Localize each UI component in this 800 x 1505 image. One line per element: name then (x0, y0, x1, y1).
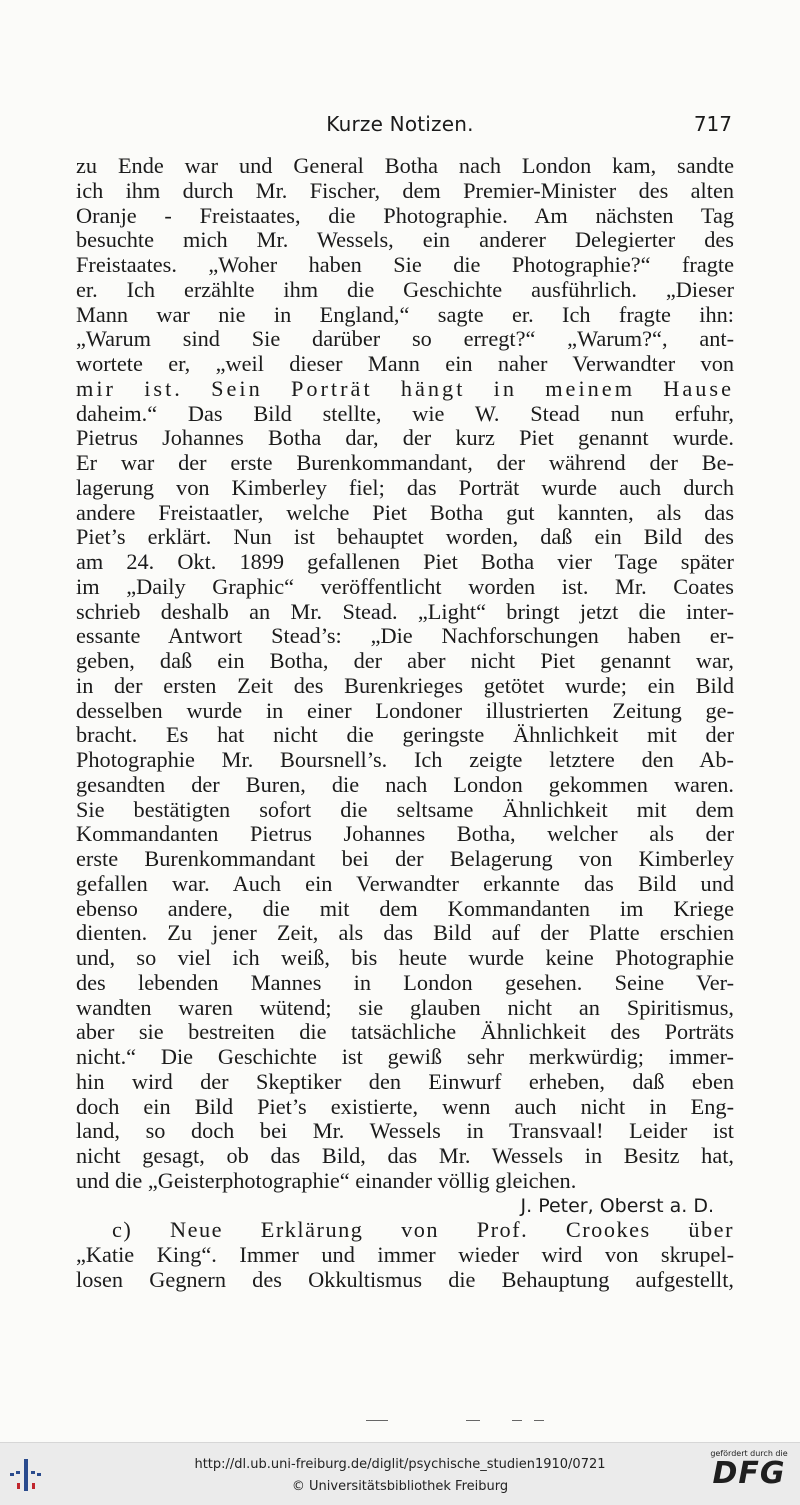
text-line: ebenso andere, die mit dem Kommandanten im Kriege (76, 896, 734, 921)
text-line: mir ist. Sein Porträt hängt in meinem Hause (76, 376, 734, 401)
text-line: und, so viel ich weiß, bis heute wurde keine Photographie (76, 946, 734, 970)
text-line: erste Burenkommandant bei der Belagerung von Kimberley (76, 847, 734, 871)
text-line: schrieb deshalb an Mr. Stead. „Light“ bringt jetzt die inter- (76, 599, 734, 624)
viewer-footer (0, 1442, 800, 1505)
text-line: des lebenden Mannes in London gesehen. Seine Ver- (76, 970, 734, 995)
text-line: besuchte mich Mr. Wessels, ein anderer Delegierter des (76, 228, 734, 253)
text-line: gefallen war. Auch ein Verwandter erkannte das Bild und (76, 871, 734, 896)
text-line: doch ein Bild Piet’s existierte, wenn auch nicht in Eng- (76, 1094, 734, 1119)
text-line: Piet’s erklärt. Nun ist behauptet worden, daß ein Bild des (76, 525, 734, 550)
text-line: gesandten der Buren, die nach London gekommen waren. (76, 772, 734, 797)
text-line: am 24. Okt. 1899 gefallenen Piet Botha vier Tage später (76, 550, 734, 574)
body-text (76, 154, 734, 1293)
text-line: er. Ich erzählte ihm die Geschichte ausführlich. „Dieser (76, 277, 734, 302)
text-line: lagerung von Kimberley fiel; das Porträt wurde auch durch (76, 475, 734, 500)
dfg-caption: gefördert durch die (710, 1449, 788, 1458)
signature: J. Peter, Oberst a. D. (520, 1194, 714, 1217)
text-line: Er war der erste Burenkommandant, der während der Be- (76, 451, 734, 475)
text-line: losen Gegnern des Okkultismus die Behauptung aufgestellt, (76, 1267, 734, 1292)
text-line: Freistaates. „Woher haben Sie die Photographie?“ fragte (76, 253, 734, 277)
text-line: wandten waren wütend; sie glauben nicht an Spiritismus, (76, 995, 734, 1020)
text-line: Pietrus Johannes Botha dar, der kurz Piet genannt wurde. (76, 426, 734, 451)
running-head-title: Kurze Notizen. (326, 112, 474, 136)
text-line: bracht. Es hat nicht die geringste Ähnlichkeit mit der (76, 723, 734, 748)
text-line: nicht gesagt, ob das Bild, das Mr. Wessels in Besitz hat, (76, 1144, 734, 1168)
section-heading-line: c) Neue Erklärung von Prof. Crookes über (112, 1218, 734, 1243)
dfg-funding-logo[interactable] (706, 1449, 792, 1490)
text-line: hin wird der Skeptiker den Einwurf erheben, daß eben (76, 1069, 734, 1094)
text-line: in der ersten Zeit des Burenkrieges getötet wurde; ein Bild (76, 673, 734, 698)
text-line: Oranje - Freistaates, die Photographie. Am nächsten Tag (76, 203, 734, 228)
text-line: geben, daß ein Botha, der aber nicht Piet genannt war, (76, 649, 734, 673)
bottom-rule-marks (0, 1416, 800, 1426)
text-line: „Warum sind Sie darüber so erregt?“ „Warum?“, ant- (76, 327, 734, 352)
dfg-logo-text: DFG (712, 1456, 786, 1491)
text-line: dienten. Zu jener Zeit, als das Bild auf der Platte erschien (76, 921, 734, 946)
page-number: 717 (693, 112, 732, 136)
text-line: aber sie bestreiten die tatsächliche Ähnlichkeit des Porträts (76, 1020, 734, 1045)
text-line: „Katie King“. Immer und immer wieder wird von skrupel- (76, 1243, 734, 1267)
text-line: zu Ende war und General Botha nach London kam, sandte (76, 154, 734, 178)
text-line: Sie bestätigten sofort die seltsame Ähnlichkeit mit dem (76, 797, 734, 822)
text-line: Kommandanten Pietrus Johannes Botha, welcher als der (76, 822, 734, 847)
text-line: land, so doch bei Mr. Wessels in Transvaal! Leider ist (76, 1119, 734, 1144)
text-line: desselben wurde in einer Londoner illustrierten Zeitung ge- (76, 698, 734, 723)
text-line: wortete er, „weil dieser Mann ein naher Verwandter von (76, 352, 734, 376)
text-line: im „Daily Graphic“ veröffentlicht worden ist. Mr. Coates (76, 574, 734, 599)
text-line: und die „Geisterphotographie“ einander völlig gleichen. (76, 1168, 577, 1193)
text-line: andere Freistaatler, welche Piet Botha gut kannten, als das (76, 500, 734, 525)
text-line: essante Antwort Stead’s: „Die Nachforschungen haben er- (76, 624, 734, 649)
text-line: Mann war nie in England,“ sagte er. Ich fragte ihn: (76, 302, 734, 327)
text-line: nicht.“ Die Geschichte ist gewiß sehr merkwürdig; immer- (76, 1045, 734, 1069)
text-line: ich ihm durch Mr. Fischer, dem Premier-Minister des alten (76, 178, 734, 203)
copyright-notice: © Universitätsbibliothek Freiburg (291, 1479, 509, 1494)
permalink-url[interactable]: http://dl.ub.uni-freiburg.de/diglit/psychische_studien1910/0721 (194, 1457, 606, 1472)
text-line: Photographie Mr. Boursnell’s. Ich zeigte letztere den Ab- (76, 748, 734, 772)
text-line: daheim.“ Das Bild stellte, wie W. Stead nun erfuhr, (76, 401, 734, 426)
